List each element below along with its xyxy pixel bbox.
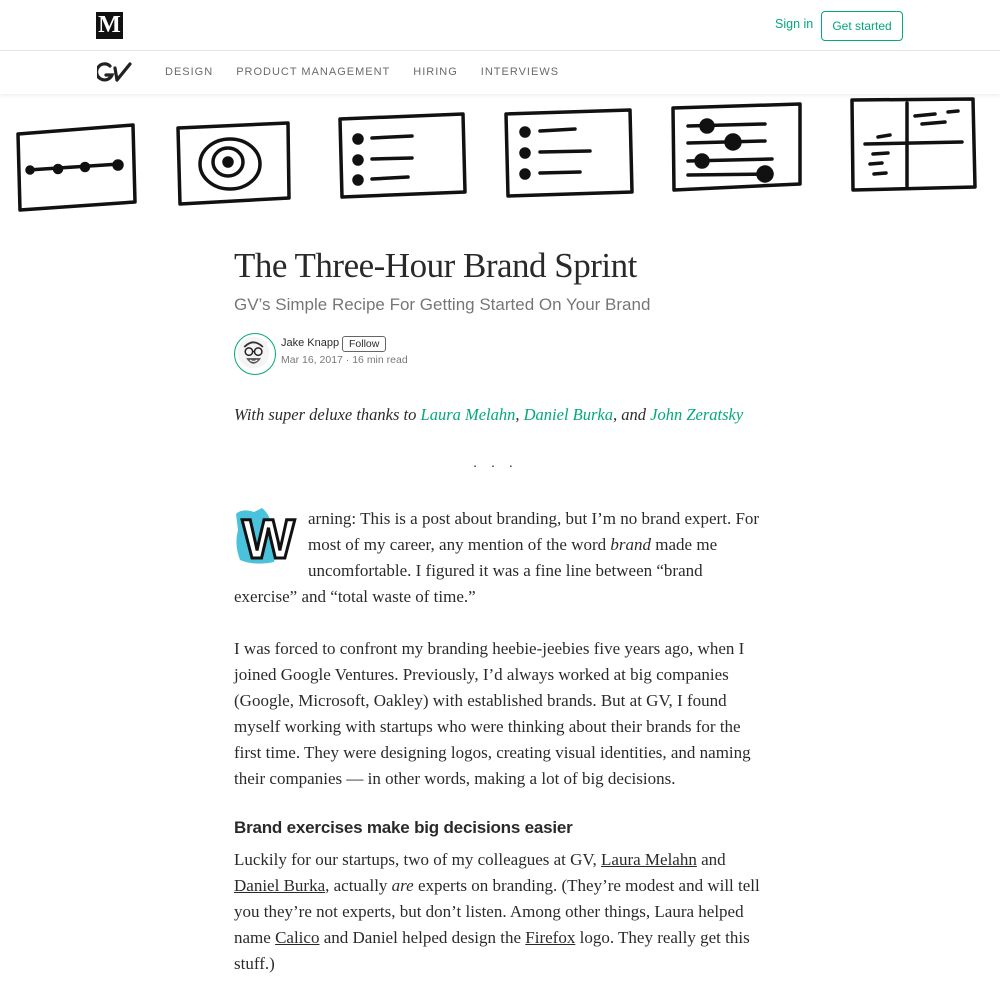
read-time: 16 min read bbox=[352, 354, 408, 366]
nav-product-management[interactable]: PRODUCT MANAGEMENT bbox=[236, 66, 391, 78]
sketch-checklist-card bbox=[506, 110, 632, 196]
thanks-link-laura-melahn[interactable]: Laura Melahn bbox=[420, 405, 516, 424]
author-avatar[interactable] bbox=[234, 333, 276, 375]
paragraph-3 bbox=[234, 847, 766, 977]
dropcap-w-illustration bbox=[234, 504, 300, 566]
thanks-comma: , bbox=[515, 405, 524, 424]
article-subtitle: GV’s Simple Recipe For Getting Started On Your Brand bbox=[234, 295, 651, 314]
meta-separator: · bbox=[342, 354, 353, 366]
paragraph-3-text-f: logo. They really get this stuff.) bbox=[234, 928, 750, 973]
link-laura-melahn[interactable]: Laura Melahn bbox=[601, 850, 697, 869]
sketch-list-card bbox=[340, 114, 465, 197]
gv-logo[interactable] bbox=[97, 60, 133, 84]
thanks-link-daniel-burka[interactable]: Daniel Burka bbox=[523, 405, 613, 424]
paragraph-1-text-b: made me uncomfortable. I figured it was a fine line between “brand exercise” and “total waste of time.” bbox=[234, 535, 718, 606]
nav-hiring[interactable]: HIRING bbox=[413, 66, 458, 78]
paragraph-2: I was forced to confront my branding heebie-jeebies five years ago, when I joined Google Ventures. Previously, I’d always worked at big companies (Google, Microsoft, Oakley) with established brands. But at GV, I found myself working with startups who were thinking about their brands for the first time. They were designing logos, creating visual identities, and naming their companies — in other words, making a lot of big decisions. bbox=[234, 639, 751, 788]
sign-in-link[interactable]: Sign in bbox=[775, 17, 814, 31]
paragraph-3-text-a: Luckily for our startups, two of my colleagues at GV, bbox=[234, 850, 602, 869]
nav-interviews[interactable]: INTERVIEWS bbox=[480, 66, 560, 78]
get-started-button[interactable]: Get started bbox=[821, 11, 903, 41]
thanks-link-john-zeratsky[interactable]: John Zeratsky bbox=[650, 405, 744, 424]
top-bar bbox=[0, 0, 1000, 51]
author-name[interactable]: Jake Knapp bbox=[281, 337, 340, 349]
hero-sketch-illustration bbox=[0, 94, 1000, 224]
link-daniel-burka[interactable]: Daniel Burka bbox=[234, 876, 326, 895]
author-block bbox=[234, 333, 766, 379]
thanks-line bbox=[234, 403, 766, 427]
section-separator: ... bbox=[473, 454, 527, 470]
medium-logo[interactable]: M bbox=[96, 12, 123, 39]
link-calico[interactable]: Calico bbox=[275, 928, 320, 947]
paragraph-3-emphasis: are bbox=[391, 876, 414, 895]
sketch-slider-card bbox=[18, 125, 135, 210]
post-meta bbox=[281, 354, 408, 366]
svg-text:W: W bbox=[242, 507, 295, 566]
paragraph-1 bbox=[234, 506, 766, 610]
paragraph-3-text-c: , actually bbox=[325, 876, 392, 895]
sketch-target-card bbox=[178, 123, 289, 204]
paragraph-1-emphasis: brand bbox=[610, 535, 652, 554]
post-date: Mar 16, 2017 bbox=[281, 354, 343, 366]
link-firefox[interactable]: Firefox bbox=[525, 928, 576, 947]
sketch-sliders-card bbox=[673, 104, 800, 190]
paragraph-3-text-d: experts on branding. (They’re modest and will tell you they’re not experts, but don’t listen. Among other things, Laura helped name bbox=[234, 876, 760, 947]
sketch-matrix-card bbox=[852, 99, 975, 190]
thanks-prefix: With super deluxe thanks to bbox=[234, 405, 421, 424]
publication-nav bbox=[0, 51, 1000, 94]
article-title: The Three-Hour Brand Sprint bbox=[234, 246, 637, 285]
article bbox=[234, 240, 766, 977]
nav-design[interactable]: DESIGN bbox=[165, 66, 214, 78]
thanks-and: , and bbox=[613, 405, 651, 424]
section-heading: Brand exercises make big decisions easier bbox=[234, 818, 573, 837]
paragraph-3-text-e: and Daniel helped design the bbox=[319, 928, 526, 947]
paragraph-1-text-a: arning: This is a post about branding, but I’m no brand expert. For most of my career, any mention of the word bbox=[308, 509, 760, 554]
follow-button[interactable]: Follow bbox=[342, 336, 386, 352]
paragraph-3-text-b: and bbox=[696, 850, 726, 869]
